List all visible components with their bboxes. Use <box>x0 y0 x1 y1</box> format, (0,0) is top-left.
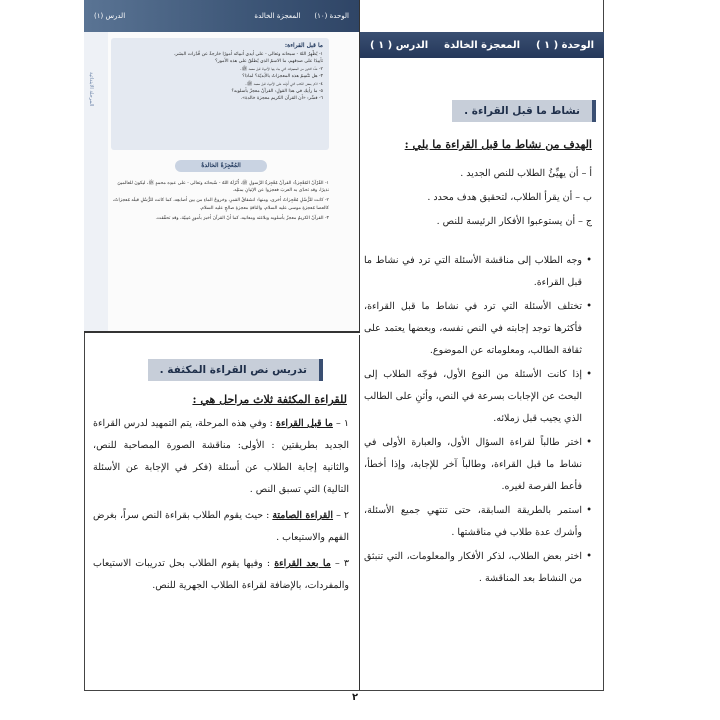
stage-name: ما قبل القراءة <box>275 418 333 429</box>
thumbnail-paragraph: ١- القُرْآنُ المُعْجِزةُ: القرآنُ مُعْجِزةُ الرَّسولِ ﷺ، أَنْزَلَهُ اللهُ - سُبحانَه وتعالى - على عبدِه محمدٍ ﷺ، ليكونَ للعالمينَ نذيرًا، وقد تحدّى به العربَ فعجزوا عن الإتيانِ بمثلِه. <box>117 181 329 194</box>
note-item: • اختر بعض الطلاب، لذكر الأفكار والمعلومات، التي تنبثق من النشاط بعد المناقشة . <box>364 546 592 590</box>
thumbnail-paragraph: ٢- كانت للرُّسُلِ مُعْجِزاتٌ أخرى، ومنها: انشقاقُ القمرِ، وخروجُ الماءِ من بين أصابعِه، كما كانت للرُّسُلِ قبلَه مُعجزاتٌ، كالعصا مُعجزةِ موسى عليه السلام، والناقةِ معجزةِ صالحٍ عليه السلام. <box>112 198 329 211</box>
thumbnail-box-line: ٦- فسِّر: «أن القرآن الكريم معجزة خالدة». <box>240 96 323 102</box>
stage-number: ٣ – <box>335 558 349 569</box>
thumbnail-sidebar-text: المرحلة الابتدائية <box>88 72 94 107</box>
thumbnail-box-line: ٥- ما رأيك في هذا القولِ: القرآنُ معجزٌ بأسلوبه؟ <box>231 89 323 95</box>
note-item: • اختر طالباً لقراءة السؤال الأول، والعبارة الأولى في نشاط ما قبل القراءة، وطالباً آخر للإجابة، وإذا أخطأ، فأعط الفرصة لغيره. <box>364 432 592 498</box>
goal-heading: الهدف من نشاط ما قبل القراءة ما يلي : <box>404 138 592 151</box>
stage-number: ١ – <box>336 418 349 429</box>
note-item: • إذا كانت الأسئلة من النوع الأول، فوجّه الطلاب إلى البحث عن الإجابات بسرعة في النص، وأثنِ على الطالب الذي يجيب قبل زملائه. <box>364 364 592 430</box>
dense-reading-stages <box>93 413 349 601</box>
thumbnail-title: المعجزة الخالدة <box>254 12 301 20</box>
goal-list <box>372 162 592 234</box>
lesson-unit: الوحدة ( ١ ) <box>535 39 594 51</box>
page-number: ٢ <box>352 692 359 703</box>
dense-reading-tab: تدريس نص القراءة المكثفة . <box>148 359 323 381</box>
goal-item: أ – أن يهيِّئُ الطلاب للنص الجديد . <box>460 168 592 179</box>
stage-text: : وفيها يقوم الطلاب بحل تدريبات الاستيعاب والمفردات، بالإضافة لقراءة الطلاب الجهرية للنص. <box>93 558 349 591</box>
thumbnail-box-title: ما قبل القراءة: <box>284 42 323 49</box>
thumbnail-box-line: تأييدًا على صدقهم، ما الاسمُ الذي يُطلَقُ على هذه الأمور؟ <box>215 59 323 65</box>
note-item: • استمر بالطريقة السابقة، حتى تنتهي جميع الأسئلة، وأشرك عدة طلاب في مناقشتها . <box>364 500 592 544</box>
prereading-section-tab: نشاط ما قبل القراءة . <box>452 100 596 122</box>
thumbnail-box-line: ٢- عدِّد اثنتين من المعجزات التي جاء بها الأنبياءُ قبل محمد ﷺ. <box>240 66 323 72</box>
dense-reading-section <box>84 335 360 690</box>
stage-text: : وفي هذه المرحلة، يتم التمهيد لدرس القراءة الجديد بطريقتين : الأولى: مناقشة الصورة المصاحبة للنص، والثانية إجابة الطلاب عن أسئلة (فكر في الإجابة عن الأسئلة التالية) التي تسبق النص . <box>93 418 349 495</box>
thumbnail-body <box>111 180 329 225</box>
thumbnail-sidebar <box>84 32 108 333</box>
stage-text: : حيث يقوم الطلاب بقراءة النص سراً، بغرض الفهم والاستيعاب . <box>93 510 349 543</box>
stage-item <box>93 553 349 597</box>
teacher-notes-column <box>360 32 604 690</box>
lesson-number: الدرس ( ١ ) <box>370 39 429 51</box>
stage-name: ما بعد القراءة <box>274 558 331 569</box>
stage-name: القراءة الصامتة <box>272 510 334 521</box>
note-item: • تختلف الأسئلة التي ترد في نشاط ما قبل القراءة، فأكثرها توجد إجابته في النص نفسه، وبعضها يعتمد على ثقافة الطالب، ومعلوماته عن الموضوع. <box>364 296 592 362</box>
stage-number: ٢ – <box>336 510 349 521</box>
thumbnail-prereading-box <box>111 38 329 150</box>
thumbnail-header <box>84 0 359 32</box>
thumbnail-unit: الوحدة (١٠) <box>314 12 349 20</box>
lesson-header-bar <box>360 32 604 58</box>
goal-item: ج – أن يستوعبوا الأفكار الرئيسة للنص . <box>436 216 592 227</box>
student-page-thumbnail <box>84 0 360 333</box>
bottom-rule <box>84 690 604 691</box>
thumbnail-box-line: ٤- اذكر بعض الكتب التي أُنزِلت على الأنبياء قبل محمد ﷺ. <box>245 81 323 87</box>
stage-item <box>93 413 349 501</box>
thumbnail-lesson: الدرس (١) <box>94 12 126 20</box>
thumbnail-box-line: ١- يُظْهِرُ اللهُ - سبحانه وتعالى - على أيدي أنبيائه أمورًا خارجةً عن قُدُرات البشر، <box>174 52 323 57</box>
thumbnail-paragraph: ٣- القرآنُ الكريمُ معجزٌ بأسلوبه وبلاغته ومعانيه، كما أنّ القرآنَ أخبرَ بأمورٍ غيبيّة، وقد تحقّقت. <box>155 215 329 221</box>
notes-list <box>364 250 592 592</box>
goal-item: ب – أن يقرأ الطلاب، لتحقيق هدف محدد . <box>427 192 592 203</box>
dense-reading-heading: للقراءة المكثفة ثلاث مراحل هي : <box>192 393 347 406</box>
thumbnail-box-line: ٣- هل تتَّسِمُ هذه المعجزاتُ بالأبديّة؟ لماذا؟ <box>242 74 323 80</box>
stage-item <box>93 505 349 549</box>
thumbnail-section-pill: المُعْجِزَةُ الخالدةُ <box>175 160 267 172</box>
lesson-title: المعجزة الخالدة <box>444 39 521 51</box>
note-item: • وجه الطلاب إلى مناقشة الأسئلة التي ترد في نشاط ما قبل القراءة. <box>364 250 592 294</box>
